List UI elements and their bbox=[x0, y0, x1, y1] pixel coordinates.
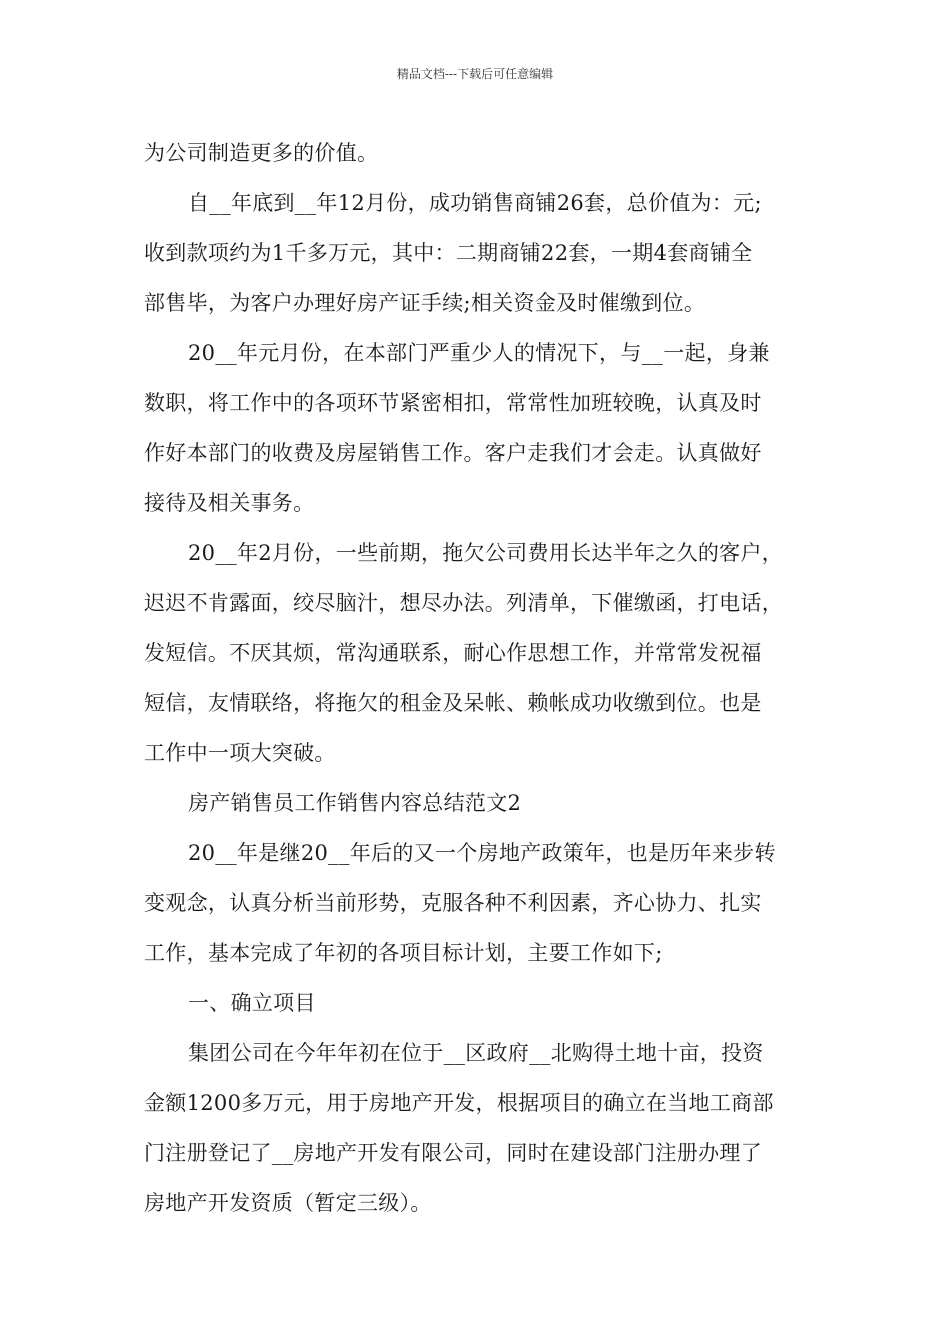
text-line: 20__年元月份，在本部门严重少人的情况下，与__一起，身兼 bbox=[188, 341, 770, 365]
section-heading-2 bbox=[144, 778, 809, 828]
text-line: 门注册登记了__房地产开发有限公司，同时在建设部门注册办理了 bbox=[144, 1141, 762, 1165]
text-line: 迟迟不肯露面，绞尽脑汁，想尽办法。列清单，下催缴函，打电话， bbox=[144, 591, 783, 615]
text-line: 部售毕，为客户办理好房产证手续;相关资金及时催缴到位。 bbox=[144, 291, 706, 315]
text-line: 工作中一项大突破。 bbox=[144, 741, 336, 765]
text-line: 金额1200多万元，用于房地产开发，根据项目的确立在当地工商部 bbox=[144, 1091, 774, 1115]
text-line: 为公司制造更多的价值。 bbox=[144, 141, 379, 165]
text-line: 工作，基本完成了年初的各项目标计划，主要工作如下; bbox=[144, 941, 663, 965]
text-line: 集团公司在今年年初在位于__区政府__北购得土地十亩，投资 bbox=[188, 1041, 764, 1065]
text-line: 20__年2月份，一些前期，拖欠公司费用长达半年之久的客户， bbox=[188, 541, 784, 565]
text-line: 作好本部门的收费及房屋销售工作。客户走我们才会走。认真做好 bbox=[144, 441, 762, 465]
text-line: 一、确立项目 bbox=[188, 991, 316, 1015]
paragraph-6 bbox=[144, 1028, 809, 1228]
text-line: 变观念，认真分析当前形势，克服各种不利因素，齐心协力、扎实 bbox=[144, 891, 762, 915]
text-line: 房产销售员工作销售内容总结范文2 bbox=[188, 791, 522, 815]
subheading-establish-project bbox=[144, 978, 809, 1028]
text-line: 房地产开发资质（暂定三级）。 bbox=[144, 1191, 432, 1215]
text-line: 自__年底到__年12月份，成功销售商铺26套，总价值为：元; bbox=[188, 191, 762, 215]
page-header: 精品文档---下载后可任意编辑 bbox=[396, 67, 554, 81]
text-line: 20__年是继20__年后的又一个房地产政策年，也是历年来步转 bbox=[188, 841, 776, 865]
text-line: 收到款项约为1千多万元，其中：二期商铺22套，一期4套商铺全 bbox=[144, 241, 753, 265]
document-body bbox=[144, 128, 809, 1228]
paragraph-3 bbox=[144, 328, 809, 528]
paragraph-5 bbox=[144, 828, 809, 978]
paragraph-2 bbox=[144, 178, 809, 328]
text-line: 短信，友情联络，将拖欠的租金及呆帐、赖帐成功收缴到位。也是 bbox=[144, 691, 762, 715]
text-line: 发短信。不厌其烦，常沟通联系，耐心作思想工作，并常常发祝福 bbox=[144, 641, 762, 665]
text-line: 接待及相关事务。 bbox=[144, 491, 315, 515]
paragraph-1 bbox=[144, 128, 809, 178]
text-line: 数职，将工作中的各项环节紧密相扣，常常性加班较晚，认真及时 bbox=[144, 391, 762, 415]
paragraph-4 bbox=[144, 528, 809, 778]
